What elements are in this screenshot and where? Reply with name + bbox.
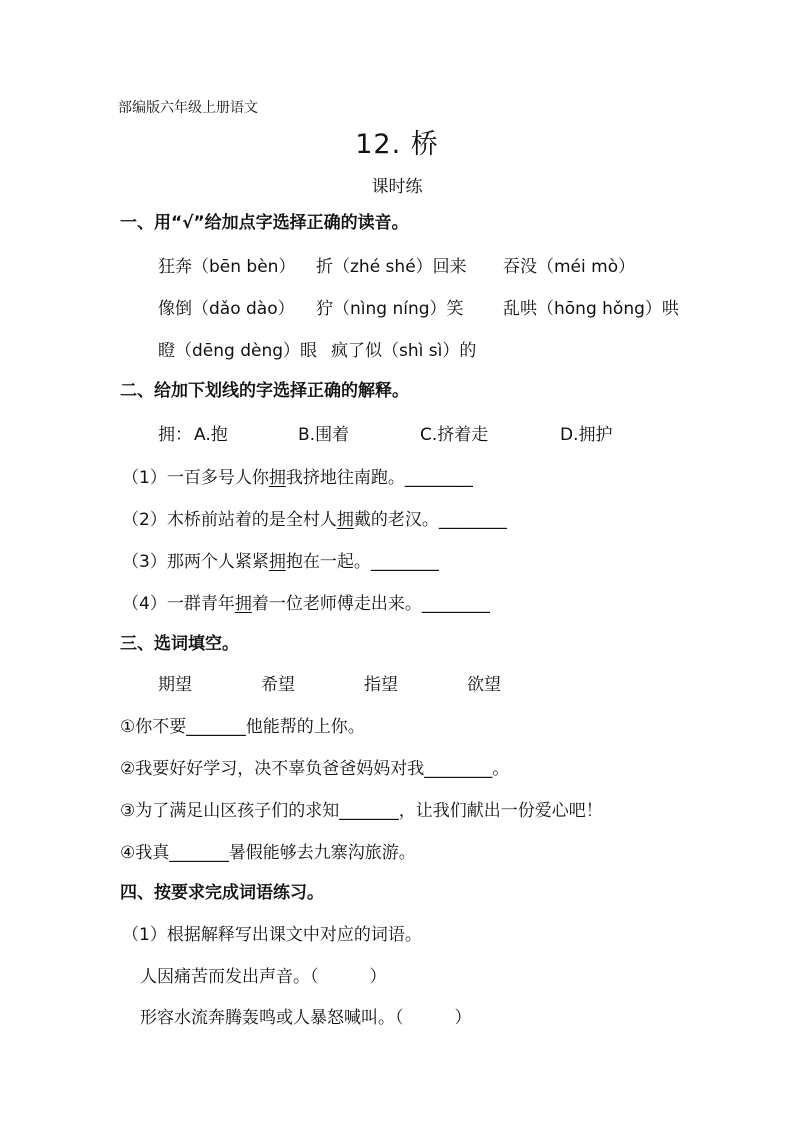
- fill-blank-item: ④我真_______暑假能够去九寨沟旅游。: [120, 843, 416, 863]
- option-b: B.围着: [298, 425, 350, 445]
- definition-item: 形容水流奔腾轰鸣或人暴怒喊叫。（ ）: [140, 1008, 472, 1028]
- fill-blank-item: ③为了满足山区孩子们的求知_______，让我们献出一份爱心吧！: [120, 801, 603, 821]
- section-3-heading: 三、选词填空。: [120, 634, 239, 654]
- section-4-heading: 四、按要求完成词语练习。: [120, 883, 324, 903]
- pinyin-item: 瞪（dēng dèng）眼: [158, 341, 318, 361]
- word-choice: 希望: [261, 675, 295, 695]
- word-choice: 欲望: [467, 675, 501, 695]
- lesson-title: 12. 桥: [355, 129, 439, 160]
- underlined-char: 拥: [336, 510, 354, 530]
- pinyin-item: 乱哄（hōng hǒng）哄: [503, 299, 679, 319]
- underlined-char: 拥: [268, 552, 286, 572]
- underlined-char: 拥: [268, 468, 286, 488]
- pinyin-item: 疯了似（shì sì）的: [331, 341, 477, 361]
- pinyin-item: 狂奔（bēn bèn）: [158, 257, 296, 277]
- question-item: （1）一百多号人你拥我挤地往南跑。________: [122, 468, 473, 488]
- pinyin-item: 狞（nìng níng）笑: [316, 299, 464, 319]
- option-d: D.拥护: [560, 425, 613, 445]
- pinyin-item: 折（zhé shé）回来: [316, 257, 467, 277]
- section-1-heading: 一、用“√”给加点字选择正确的读音。: [120, 213, 409, 233]
- word-choice: 期望: [158, 675, 192, 695]
- underlined-char: 拥: [234, 594, 252, 614]
- word-choice: 指望: [364, 675, 398, 695]
- definition-prompt: 拥：: [158, 425, 192, 445]
- option-a: A.抱: [194, 425, 228, 445]
- question-item: （3）那两个人紧紧拥抱在一起。________: [122, 552, 439, 572]
- definition-item: 人因痛苦而发出声音。（ ）: [140, 967, 387, 987]
- lesson-subtitle: 课时练: [371, 177, 423, 197]
- sub-question: （1）根据解释写出课文中对应的词语。: [122, 925, 422, 945]
- pinyin-item: 像倒（dǎo dào）: [158, 299, 295, 319]
- fill-blank-item: ①你不要_______他能帮的上你。: [120, 717, 365, 737]
- question-item: （2）木桥前站着的是全村人拥戴的老汉。________: [122, 510, 507, 530]
- document-header: 部编版六年级上册语文: [118, 100, 258, 116]
- section-2-heading: 二、给加下划线的字选择正确的解释。: [120, 381, 409, 401]
- question-item: （4）一群青年拥着一位老师傅走出来。________: [122, 594, 490, 614]
- pinyin-item: 吞没（méi mò）: [503, 257, 636, 277]
- option-c: C.挤着走: [420, 425, 489, 445]
- fill-blank-item: ②我要好好学习，决不辜负爸爸妈妈对我________。: [120, 759, 510, 779]
